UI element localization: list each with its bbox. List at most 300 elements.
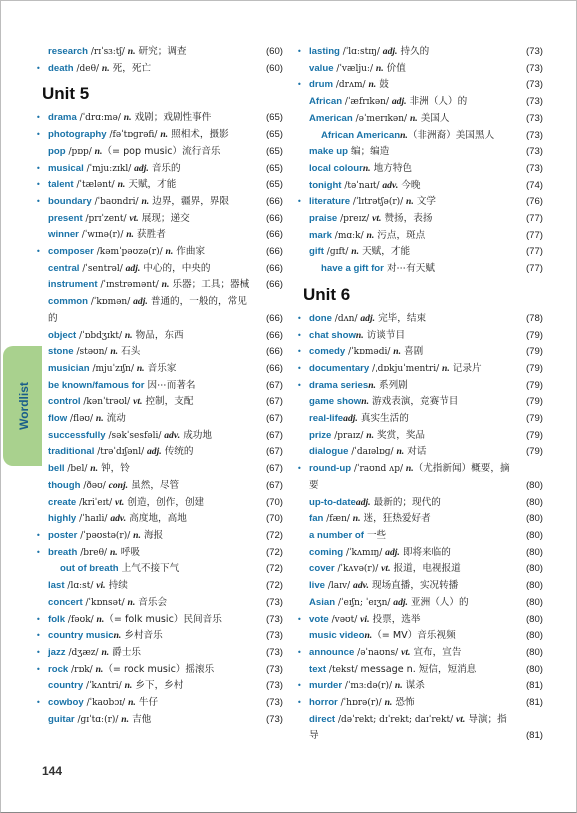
page-reference: (79) bbox=[525, 346, 543, 358]
phonetic: /tekst/ bbox=[326, 664, 361, 675]
wordlist-entry bbox=[303, 261, 543, 278]
headword: game show bbox=[309, 396, 362, 408]
part-of-speech: n. bbox=[117, 179, 126, 191]
page-reference: (73) bbox=[265, 680, 283, 692]
wordlist-entry bbox=[36, 127, 283, 144]
phonetic: /fəʊk/ bbox=[65, 614, 97, 625]
page-reference: (73) bbox=[525, 62, 543, 74]
wordlist-entry bbox=[36, 695, 283, 712]
part-of-speech: n. bbox=[126, 229, 134, 241]
translation: 赞扬，表扬 bbox=[381, 213, 433, 225]
part-of-speech: adv. bbox=[382, 179, 399, 191]
translation: 亚洲（人）的 bbox=[407, 596, 469, 608]
part-of-speech: vt. bbox=[133, 396, 143, 408]
new-word-star-icon: • bbox=[36, 113, 41, 123]
translation: 谋杀 bbox=[402, 680, 425, 692]
phonetic: /ˈlɑːstɪŋ/ bbox=[339, 47, 383, 57]
part-of-speech: vt. bbox=[372, 213, 382, 225]
new-word-star-icon: • bbox=[297, 363, 302, 373]
wordlist-entry bbox=[303, 144, 543, 161]
wordlist-entry bbox=[303, 595, 543, 612]
translation: 污点，斑点 bbox=[374, 229, 426, 241]
translation: 一些 bbox=[363, 529, 387, 541]
part-of-speech: adj. bbox=[134, 162, 149, 174]
page-reference: (81) bbox=[525, 697, 543, 709]
page-reference: (81) bbox=[525, 680, 543, 692]
translation: 物品，东西 bbox=[132, 329, 184, 341]
translation: 展现；递交 bbox=[138, 212, 190, 224]
wordlist-entry bbox=[303, 61, 543, 78]
headword: breath bbox=[48, 546, 78, 558]
page-reference: (73) bbox=[265, 713, 283, 725]
wordlist-entry bbox=[303, 712, 543, 745]
part-of-speech: adv. bbox=[353, 580, 369, 592]
translation: 最新的；现代的 bbox=[370, 496, 441, 508]
headword: concert bbox=[48, 596, 83, 608]
wordlist-entry bbox=[36, 177, 283, 194]
headword: central bbox=[48, 262, 80, 274]
page-reference: (65) bbox=[265, 162, 283, 174]
translation: 鼓 bbox=[376, 79, 389, 91]
page-reference: (73) bbox=[525, 129, 543, 141]
wordlist-entry bbox=[297, 311, 543, 328]
wordlist-left-column bbox=[36, 44, 283, 728]
headword: drama bbox=[48, 112, 77, 124]
translation: 持久的 bbox=[397, 46, 430, 57]
headword: boundary bbox=[48, 195, 92, 207]
phonetic: /pɒp/ bbox=[65, 146, 95, 157]
part-of-speech: n. bbox=[165, 246, 174, 258]
translation: 成功地 bbox=[180, 429, 212, 441]
page-reference: (70) bbox=[265, 513, 283, 525]
new-word-star-icon: • bbox=[36, 698, 41, 708]
headword: winner bbox=[48, 229, 79, 241]
headword: make up bbox=[309, 146, 348, 158]
page-reference: (80) bbox=[525, 513, 543, 525]
phonetic: /ˌdɒkjuˈmentri/ bbox=[369, 363, 443, 374]
wordlist-entry bbox=[297, 344, 543, 361]
new-word-star-icon: • bbox=[297, 647, 302, 657]
page-reference: (77) bbox=[525, 213, 543, 225]
part-of-speech: n. bbox=[409, 112, 418, 124]
part-of-speech: vt. bbox=[129, 212, 139, 224]
part-of-speech: n. bbox=[109, 546, 118, 558]
wordlist-entry bbox=[42, 495, 283, 512]
phonetic: /ˈbaʊndri/ bbox=[91, 196, 142, 207]
translation: 天赋，才能 bbox=[125, 179, 177, 191]
wordlist-entry bbox=[42, 478, 283, 495]
part-of-speech: n. bbox=[351, 246, 360, 258]
translation: 宣布，宣告 bbox=[410, 646, 462, 658]
phonetic: /ˈkʌvə(r)/ bbox=[334, 564, 382, 575]
phonetic: /ˈeɪʃn; ˈeɪʒn/ bbox=[335, 597, 394, 608]
part-of-speech: n. bbox=[101, 646, 110, 658]
phonetic: /fləʊ/ bbox=[67, 414, 96, 425]
wordlist-entry bbox=[303, 178, 543, 195]
wordlist-entry bbox=[36, 61, 283, 78]
wordlist-entry bbox=[42, 444, 283, 461]
part-of-speech: n. bbox=[160, 129, 169, 141]
page-reference: (66) bbox=[265, 329, 283, 341]
page-reference: (73) bbox=[525, 112, 543, 124]
headword: country bbox=[48, 680, 84, 692]
translation: 爵士乐 bbox=[109, 646, 142, 658]
headword: vote bbox=[309, 613, 329, 625]
new-word-star-icon: • bbox=[297, 347, 302, 357]
headword: country music bbox=[48, 630, 114, 642]
translation: 访谈节目 bbox=[363, 329, 406, 341]
translation: 音乐会 bbox=[135, 596, 168, 608]
headword: bell bbox=[48, 463, 65, 475]
new-word-star-icon: • bbox=[36, 647, 41, 657]
translation: 因⋯而著名 bbox=[144, 379, 196, 391]
page-reference: (80) bbox=[525, 580, 543, 592]
new-word-star-icon: • bbox=[297, 197, 302, 207]
part-of-speech: adj. bbox=[393, 596, 408, 608]
part-of-speech: n. bbox=[355, 329, 364, 341]
page-reference: (73) bbox=[265, 613, 283, 625]
part-of-speech: adj. bbox=[343, 413, 358, 425]
translation: 游戏表演，竞赛节目 bbox=[368, 396, 459, 408]
translation: 地方特色 bbox=[370, 162, 413, 174]
translation: （= MV）音乐视频 bbox=[372, 630, 456, 642]
translation: 真实生活的 bbox=[357, 413, 409, 425]
page-reference: (67) bbox=[265, 413, 283, 425]
page-reference: (79) bbox=[525, 396, 543, 408]
page-reference: (79) bbox=[525, 446, 543, 458]
translation: 流动 bbox=[103, 413, 126, 425]
translation: 戏剧；戏剧性事件 bbox=[131, 112, 212, 124]
wordlist-entry bbox=[297, 461, 543, 494]
part-of-speech: n. bbox=[110, 346, 119, 358]
phonetic: /ˈɪnstrəmənt/ bbox=[97, 280, 162, 291]
page-reference: (80) bbox=[525, 596, 543, 608]
headword: pop bbox=[48, 145, 66, 157]
page-reference: (79) bbox=[525, 329, 543, 341]
part-of-speech: adv. bbox=[164, 429, 181, 441]
page-number: 144 bbox=[42, 764, 63, 778]
headword: cover bbox=[309, 563, 335, 575]
part-of-speech: n. bbox=[123, 112, 132, 124]
wordlist-entry bbox=[303, 228, 543, 245]
wordlist-entry bbox=[303, 428, 543, 445]
page-reference: (73) bbox=[265, 663, 283, 675]
page-reference: (66) bbox=[265, 229, 283, 241]
part-of-speech: n. bbox=[393, 346, 401, 358]
headword: comedy bbox=[309, 346, 346, 358]
headword: fan bbox=[309, 513, 324, 525]
page-reference: (72) bbox=[265, 529, 283, 541]
page-reference: (67) bbox=[265, 396, 283, 408]
wordlist-entry bbox=[42, 411, 283, 428]
headword: rock bbox=[48, 663, 69, 675]
phonetic: /deθ/ bbox=[73, 63, 102, 74]
page-reference: (66) bbox=[265, 212, 283, 224]
headword: poster bbox=[48, 529, 78, 541]
part-of-speech: n. bbox=[124, 680, 133, 692]
translation: 即将来临的 bbox=[399, 546, 451, 558]
phonetic: /ˈhɒrə(r)/ bbox=[337, 698, 385, 709]
phonetic: /laɪv/ bbox=[325, 581, 354, 592]
page-reference: (77) bbox=[525, 246, 543, 258]
headword: out of breath bbox=[60, 563, 119, 575]
phonetic: /ˈkʌmɪŋ/ bbox=[343, 547, 386, 558]
headword: real-life bbox=[309, 413, 344, 425]
phonetic: /ˈvæljuː/ bbox=[333, 63, 376, 74]
side-tab-label: Wordlist bbox=[17, 382, 31, 430]
phonetic: /təˈnaɪt/ bbox=[341, 180, 383, 191]
wordlist-entry bbox=[303, 411, 543, 428]
translation: 天赋，才能 bbox=[359, 246, 411, 258]
translation: 非洲（人）的 bbox=[406, 96, 468, 108]
new-word-star-icon: • bbox=[36, 664, 41, 674]
page-reference: (72) bbox=[265, 580, 283, 592]
page-reference: (70) bbox=[265, 496, 283, 508]
page-reference: (66) bbox=[265, 246, 283, 258]
part-of-speech: adj. bbox=[125, 262, 141, 274]
headword: cowboy bbox=[48, 697, 84, 709]
headword: prize bbox=[309, 429, 332, 441]
wordlist-entry bbox=[297, 328, 543, 345]
headword: have a gift for bbox=[321, 263, 384, 275]
wordlist-entry bbox=[42, 561, 283, 578]
page-reference: (80) bbox=[525, 630, 543, 642]
translation: 乐器；工具；器械 bbox=[169, 279, 250, 291]
headword: mark bbox=[309, 229, 332, 241]
page-reference: (72) bbox=[265, 563, 283, 575]
wordlist-entry bbox=[42, 261, 283, 278]
page-reference: (80) bbox=[525, 496, 543, 508]
part-of-speech: n. bbox=[384, 697, 393, 709]
page-reference: (77) bbox=[525, 263, 543, 275]
wordlist-entry bbox=[42, 678, 283, 695]
page-reference: (80) bbox=[525, 663, 543, 675]
part-of-speech: n. bbox=[133, 529, 141, 541]
page-reference: (80) bbox=[525, 529, 543, 541]
headword: photography bbox=[48, 129, 107, 141]
translation: 传统的 bbox=[161, 446, 194, 458]
phonetic: /bel/ bbox=[64, 464, 91, 475]
phonetic: /fæn/ bbox=[323, 514, 353, 525]
page-reference: (66) bbox=[265, 312, 283, 324]
headword: create bbox=[48, 496, 77, 508]
page-reference: (66) bbox=[265, 362, 283, 374]
headword: stone bbox=[48, 346, 74, 358]
headword: local colour bbox=[309, 162, 363, 174]
part-of-speech: n. bbox=[396, 446, 405, 458]
part-of-speech: n. bbox=[90, 463, 99, 475]
headword: music video bbox=[309, 630, 365, 642]
wordlist-entry bbox=[36, 645, 283, 662]
wordlist-entry bbox=[297, 361, 543, 378]
page-reference: (79) bbox=[525, 379, 543, 391]
page-reference: (65) bbox=[265, 112, 283, 124]
wordlist-entry bbox=[303, 545, 543, 562]
new-word-star-icon: • bbox=[297, 464, 302, 474]
translation: 完毕，结束 bbox=[375, 312, 427, 324]
phonetic: /əˈnaʊns/ bbox=[354, 647, 402, 658]
wordlist-entry bbox=[303, 511, 543, 528]
headword: American bbox=[309, 112, 353, 124]
translation: 对⋯有天赋 bbox=[383, 263, 435, 275]
page-reference: (65) bbox=[265, 145, 283, 157]
headword: lasting bbox=[309, 46, 340, 57]
part-of-speech: n. bbox=[96, 613, 105, 625]
phonetic: /ˈmɜːdə(r)/ bbox=[342, 681, 395, 692]
wordlist-entry bbox=[297, 194, 543, 211]
wordlist-entry bbox=[303, 161, 543, 178]
headword: African bbox=[309, 96, 343, 108]
phonetic: /mɑːk/ bbox=[331, 230, 367, 241]
translation: 现场直播，实况转播 bbox=[368, 580, 459, 592]
headword: death bbox=[48, 62, 74, 74]
headword: gift bbox=[309, 246, 324, 258]
phonetic: /ˈwɪnə(r)/ bbox=[78, 230, 127, 241]
part-of-speech: n. bbox=[141, 195, 150, 207]
phonetic: /ˈkɒmən/ bbox=[87, 297, 134, 308]
page-reference: (73) bbox=[265, 646, 283, 658]
phonetic: /praɪz/ bbox=[331, 430, 367, 441]
headword: direct bbox=[309, 713, 336, 725]
translation: （= folk music）民间音乐 bbox=[104, 613, 222, 625]
page-reference: (80) bbox=[525, 646, 543, 658]
headword: up-to-date bbox=[309, 496, 356, 508]
page-reference: (79) bbox=[525, 362, 543, 374]
headword: drama series bbox=[309, 379, 369, 391]
page-reference: (73) bbox=[265, 697, 283, 709]
new-word-star-icon: • bbox=[36, 63, 41, 73]
translation: 对话 bbox=[404, 446, 427, 458]
translation: 边界，疆界，界限 bbox=[149, 195, 229, 207]
part-of-speech: n. bbox=[442, 362, 450, 374]
new-word-star-icon: • bbox=[297, 698, 302, 708]
wordlist-entry bbox=[297, 77, 543, 94]
phonetic: /dʌn/ bbox=[331, 313, 361, 324]
phonetic: /rɒk/ bbox=[68, 664, 96, 675]
translation: 美国人 bbox=[417, 112, 450, 124]
wordlist-entry bbox=[303, 628, 543, 645]
headword: successfully bbox=[48, 429, 106, 441]
wordlist-entry bbox=[42, 344, 283, 361]
page-reference: (77) bbox=[525, 229, 543, 241]
translation: 价值 bbox=[383, 62, 406, 74]
translation: （尤指新闻）概要，摘要 bbox=[309, 463, 510, 491]
part-of-speech: n. bbox=[352, 513, 361, 525]
part-of-speech: vt. bbox=[455, 713, 466, 725]
translation: 恐怖 bbox=[392, 697, 415, 709]
phonetic: /ˈlɪtrətʃə(r)/ bbox=[350, 197, 407, 208]
part-of-speech: n. bbox=[394, 680, 403, 692]
wordlist-entry bbox=[36, 612, 283, 629]
page-reference: (74) bbox=[525, 179, 543, 191]
part-of-speech: adj. bbox=[146, 446, 162, 458]
headword: value bbox=[309, 62, 334, 74]
part-of-speech: adj. bbox=[355, 496, 371, 508]
wordlist-entry bbox=[297, 695, 543, 712]
page-reference: (73) bbox=[525, 79, 543, 91]
phonetic: /ˈkɒnsət/ bbox=[82, 597, 128, 608]
wordlist-entry bbox=[36, 662, 283, 679]
headword: research bbox=[48, 46, 89, 57]
wordlist-right-column bbox=[297, 44, 543, 745]
translation: 创造，创作，创建 bbox=[124, 496, 205, 508]
page-reference: (66) bbox=[265, 279, 283, 291]
part-of-speech: vi. bbox=[360, 613, 370, 625]
phonetic: /ɡɪft/ bbox=[323, 247, 352, 258]
wordlist-entry bbox=[297, 612, 543, 629]
wordlist-entry bbox=[42, 461, 283, 478]
translation: 音乐家 bbox=[144, 362, 177, 374]
headword: done bbox=[309, 312, 332, 324]
page-reference: (60) bbox=[265, 62, 283, 74]
wordlist-entry bbox=[303, 528, 543, 545]
headword: tonight bbox=[309, 179, 342, 191]
translation: 普通的，一般的，常见的 bbox=[48, 296, 247, 324]
new-word-star-icon: • bbox=[36, 163, 41, 173]
headword: round-up bbox=[309, 463, 352, 475]
phonetic: /kənˈtrəʊl/ bbox=[80, 397, 134, 408]
phonetic: /prɪˈzent/ bbox=[82, 213, 130, 224]
translation: 作曲家 bbox=[173, 246, 206, 258]
part-of-speech: vi. bbox=[96, 580, 106, 592]
new-word-star-icon: • bbox=[36, 247, 41, 257]
page-reference: (73) bbox=[525, 146, 543, 158]
part-of-speech: n. bbox=[95, 413, 104, 425]
translation: 虽然，尽管 bbox=[128, 479, 180, 491]
wordlist-entry bbox=[297, 645, 543, 662]
translation: 乡下，乡村 bbox=[132, 680, 184, 692]
unit-heading: Unit 5 bbox=[42, 84, 90, 104]
headword: common bbox=[48, 296, 88, 308]
wordlist-entry bbox=[42, 277, 283, 294]
wordlist-entry bbox=[42, 428, 283, 445]
page-reference: (78) bbox=[525, 312, 543, 324]
phonetic: /ˈhaɪli/ bbox=[76, 514, 111, 525]
page-reference: (73) bbox=[525, 162, 543, 174]
translation: message n. 短信，短消息 bbox=[360, 663, 477, 675]
wordlist-entry bbox=[42, 144, 283, 161]
phonetic: /ɡɪˈtɑː(r)/ bbox=[74, 714, 122, 725]
wordlist-entry bbox=[36, 194, 283, 211]
new-word-star-icon: • bbox=[36, 614, 41, 624]
page-reference: (66) bbox=[265, 262, 283, 274]
headword: instrument bbox=[48, 279, 98, 291]
headword: coming bbox=[309, 546, 344, 558]
phonetic: /ˈsentrəl/ bbox=[79, 263, 126, 274]
part-of-speech: n. bbox=[400, 129, 408, 141]
translation: 钟，铃 bbox=[98, 463, 130, 475]
wordlist-entry bbox=[303, 111, 543, 128]
headword: traditional bbox=[48, 446, 95, 458]
page-reference: (73) bbox=[525, 46, 543, 57]
part-of-speech: n. bbox=[113, 630, 122, 642]
new-word-star-icon: • bbox=[297, 614, 302, 624]
wordlist-entry bbox=[42, 394, 283, 411]
headword: last bbox=[48, 580, 65, 592]
part-of-speech: n. bbox=[406, 196, 414, 208]
translation: 系列剧 bbox=[375, 379, 408, 391]
phonetic: /drʌm/ bbox=[332, 80, 369, 91]
part-of-speech: n. bbox=[366, 229, 375, 241]
wordlist-entry bbox=[36, 110, 283, 127]
phonetic: /ˈkɒmədi/ bbox=[345, 347, 394, 358]
new-word-star-icon: • bbox=[297, 380, 302, 390]
phonetic: /ˈmjuːzɪkl/ bbox=[83, 163, 135, 174]
translation: （= rock music）摇滚乐 bbox=[103, 663, 215, 675]
unit-heading: Unit 6 bbox=[303, 284, 351, 304]
part-of-speech: n. bbox=[368, 79, 377, 91]
headword: object bbox=[48, 329, 77, 341]
